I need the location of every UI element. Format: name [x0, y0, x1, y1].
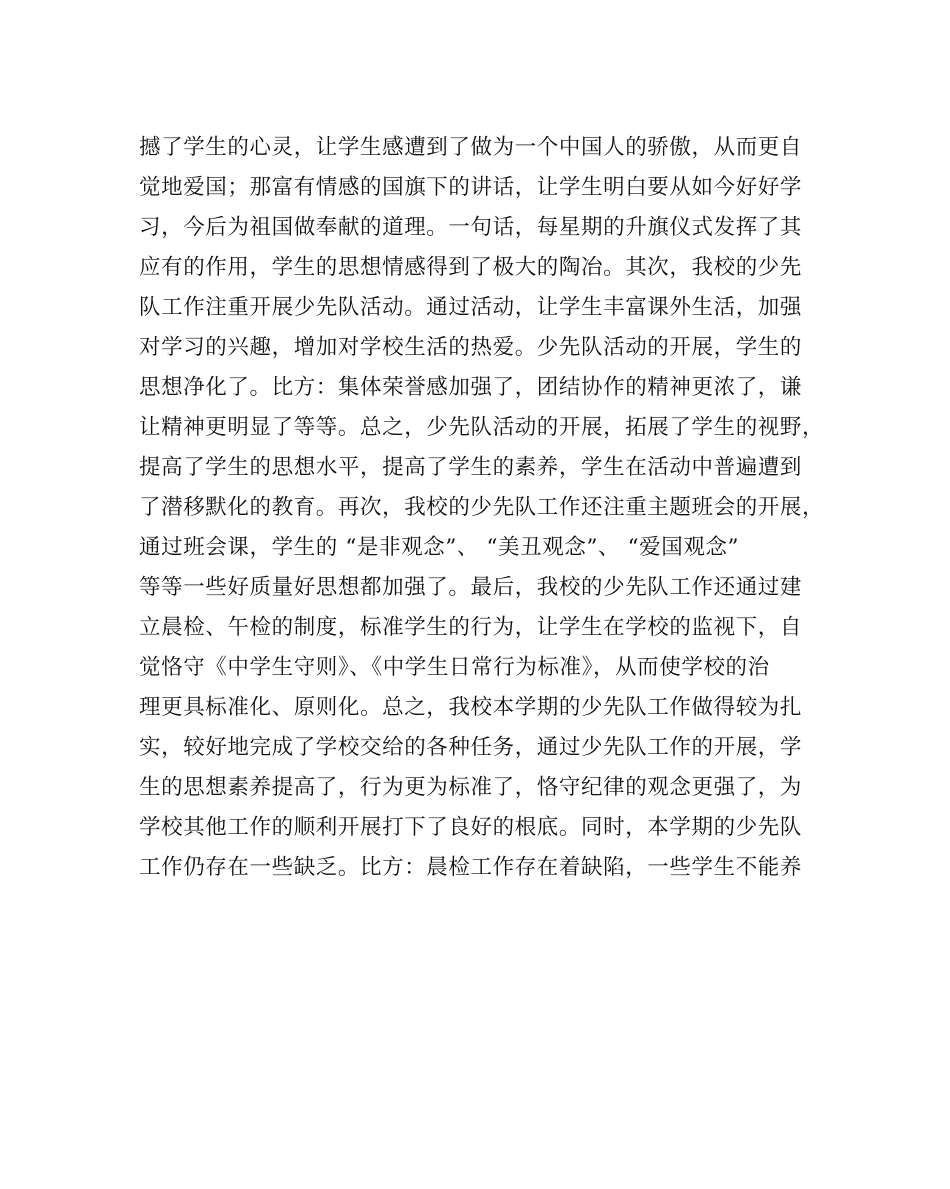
body-paragraph	[139, 128, 825, 888]
text-line: 实，较好地完成了学校交给的各种任务，通过少先队工作的开展，学	[139, 735, 803, 760]
text-line: 撼了学生的心灵，让学生感遭到了做为一个中国人的骄傲，从而更自	[139, 135, 803, 160]
text-line: 习，今后为祖国做奉献的道理。一句话，每星期的升旗仪式发挥了其	[139, 215, 803, 240]
text-line: 应有的作用，学生的思想情感得到了极大的陶冶。其次，我校的少先	[139, 255, 803, 280]
text-line: 对学习的兴趣，增加对学校生活的热爱。少先队活动的开展，学生的	[139, 335, 803, 360]
text-line: 通过班会课，学生的 “是非观念”、 “美丑观念”、 “爱国观念”	[139, 535, 740, 560]
text-line: 等等一些好质量好思想都加强了。最后，我校的少先队工作还通过建	[139, 575, 803, 600]
text-line: 学校其他工作的顺利开展打下了良好的根底。同时，本学期的少先队	[139, 815, 803, 840]
text-line: 队工作注重开展少先队活动。通过活动，让学生丰富课外生活，加强	[139, 295, 803, 320]
text-line: 生的思想素养提高了，行为更为标准了，恪守纪律的观念更强了，为	[139, 775, 803, 800]
text-line: 觉恪守《中学生守则》、《中学生日常行为标准》，从而使学校的治	[139, 655, 770, 680]
text-line: 立晨检、午检的制度，标准学生的行为，让学生在学校的监视下，自	[139, 615, 803, 640]
text-line: 让精神更明显了等等。总之，少先队活动的开展，拓展了学生的视野，	[139, 415, 825, 440]
text-line: 觉地爱国；那富有情感的国旗下的讲话，让学生明白要从如今好好学	[139, 175, 803, 200]
text-line: 理更具标准化、原则化。总之，我校本学期的少先队工作做得较为扎	[139, 695, 803, 720]
text-line: 工作仍存在一些缺乏。比方：晨检工作存在着缺陷，一些学生不能养	[139, 855, 803, 880]
text-line: 思想净化了。比方：集体荣誉感加强了，团结协作的精神更浓了，谦	[139, 375, 803, 400]
text-line: 了潜移默化的教育。再次，我校的少先队工作还注重主题班会的开展，	[139, 495, 825, 520]
text-line: 提高了学生的思想水平，提高了学生的素养，学生在活动中普遍遭到	[139, 455, 803, 480]
